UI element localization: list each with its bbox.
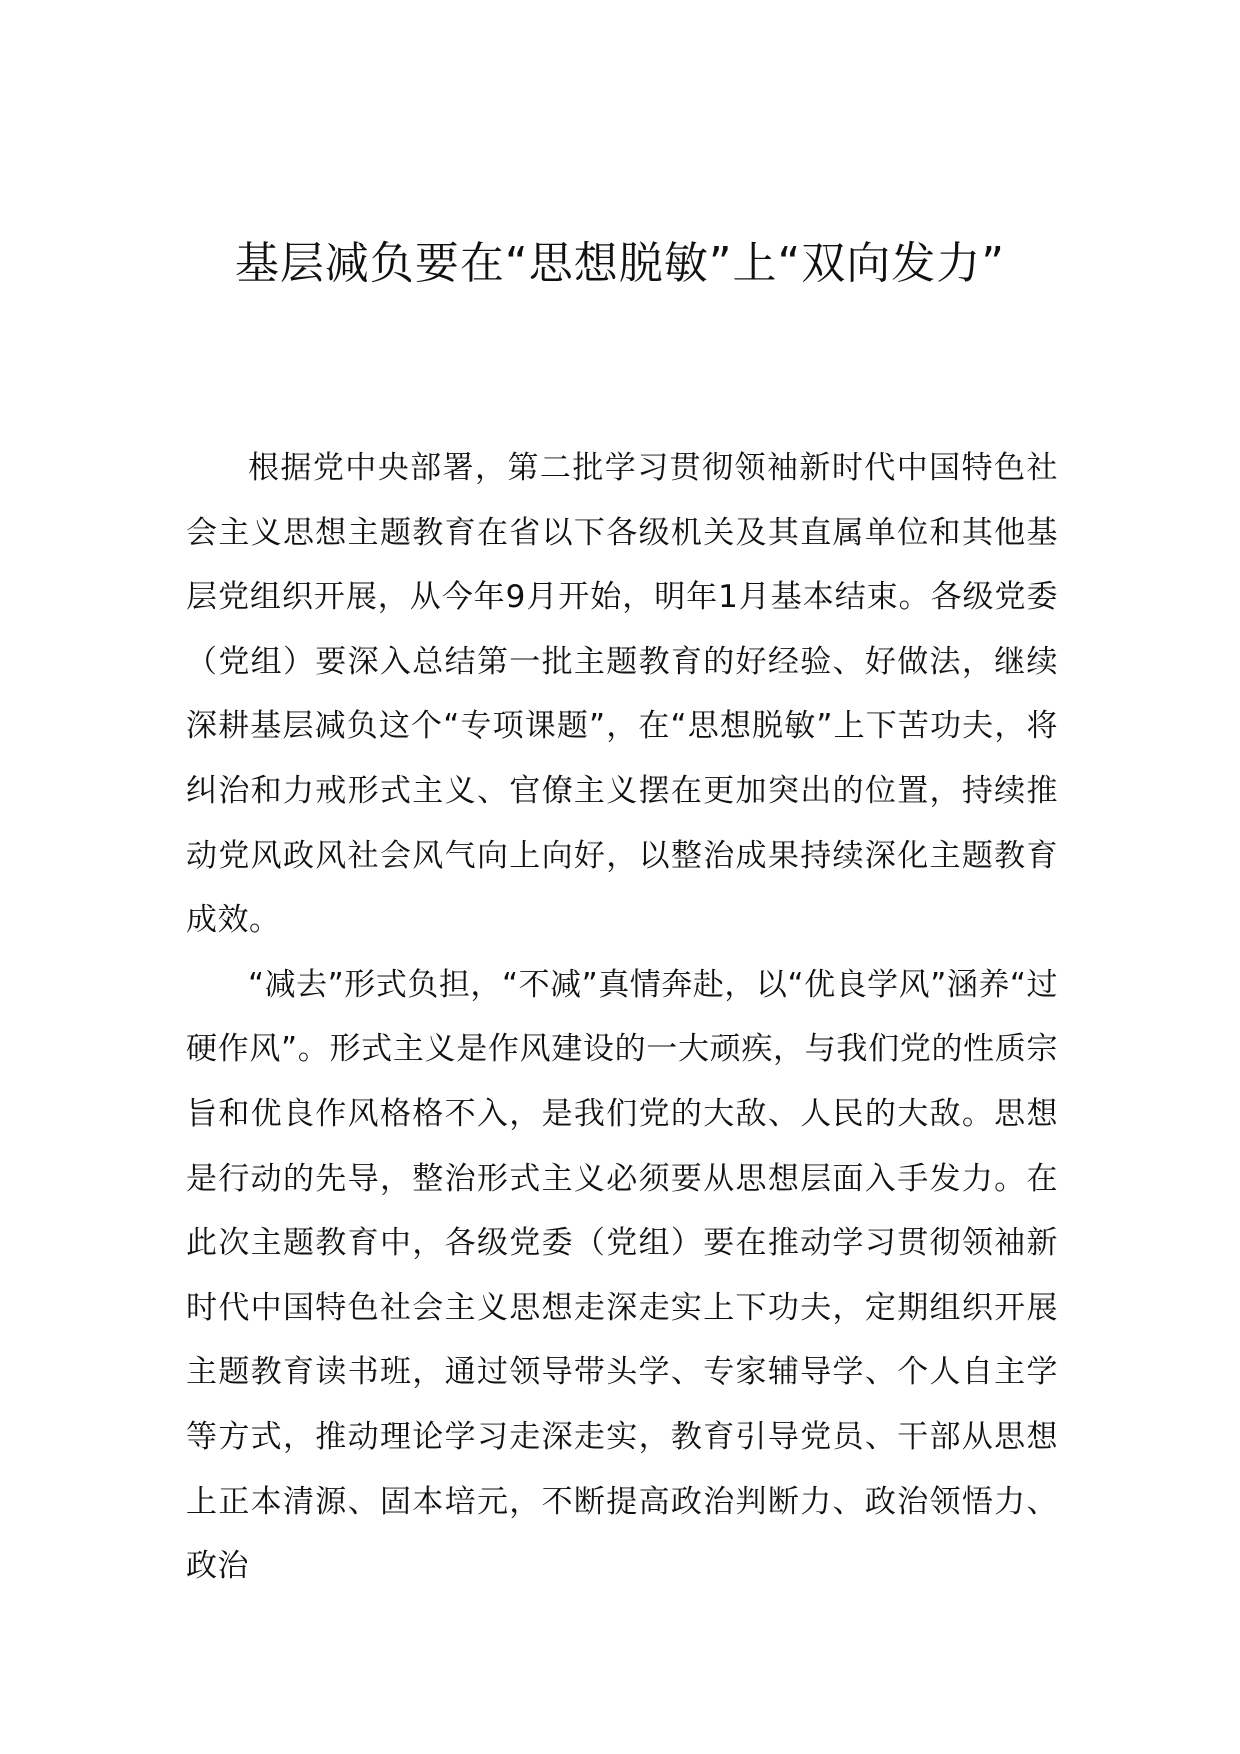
paragraph: 根据党中央部署，第二批学习贯彻领袖新时代中国特色社会主义思想主题教育在省以下各级机关及其直属单位和其他基层党组织开展，从今年9月开始，明年1月基本结束。各级党委（党组）要深入总结第一批主题教育的好经验、好做法，继续深耕基层减负这个“专项课题”，在“思想脱敏”上下苦功夫，将纠治和力戒形式主义、官僚主义摆在更加突出的位置，持续推动党风政风社会风气向上向好，以整治成果持续深化主题教育成效。 [186,450,1058,939]
document-body [186,436,1058,1599]
paragraph: “减去”形式负担，“不减”真情奔赴，以“优良学风”涵养“过硬作风”。形式主义是作风建设的一大顽疾，与我们党的性质宗旨和优良作风格格不入，是我们党的大敌、人民的大敌。思想是行动的先导，整治形式主义必须要从思想层面入手发力。在此次主题教育中，各级党委（党组）要在推动学习贯彻领袖新时代中国特色社会主义思想走深走实上下功夫，定期组织开展主题教育读书班，通过领导带头学、专家辅导学、个人自主学等方式，推动理论学习走深走实，教育引导党员、干部从思想上正本清源、固本培元，不断提高政治判断力、政治领悟力、政治 [186,966,1058,1585]
document-title: 基层减负要在“思想脱敏”上“双向发力” [234,238,1006,289]
